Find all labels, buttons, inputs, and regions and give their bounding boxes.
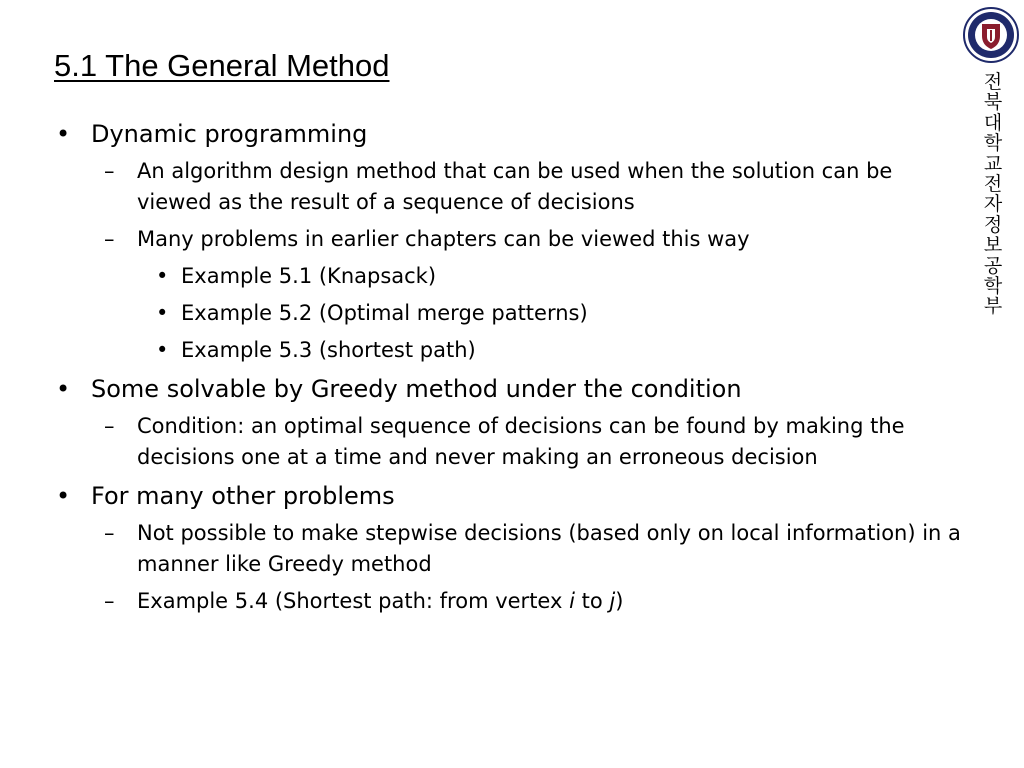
example-optimal-merge <box>56 298 966 329</box>
dash-marker: – <box>104 227 115 251</box>
sub-bullet-text-post: ) <box>615 589 624 613</box>
bullet-marker: • <box>56 120 71 148</box>
bullet-marker: • <box>56 375 71 403</box>
sub-bullet-text-pre: Example 5.4 (Shortest path: from vertex <box>137 589 570 613</box>
small-bullet-marker: • <box>156 338 169 362</box>
small-bullet-marker: • <box>156 264 169 288</box>
vertex-i: i <box>569 589 575 613</box>
vertex-j: j <box>609 589 616 613</box>
sub-bullet-text: Condition: an optimal sequence of decisions can be found by making the decisions one at a time and never making an erroneous decision <box>137 414 905 469</box>
example-text: Example 5.3 (shortest path) <box>181 338 476 362</box>
bullet-other-problems <box>56 479 966 513</box>
dash-marker: – <box>104 589 115 613</box>
small-bullet-marker: • <box>156 301 169 325</box>
seal-emblem-bar <box>990 30 992 41</box>
bullet-text: Dynamic programming <box>91 120 368 148</box>
example-text: Example 5.1 (Knapsack) <box>181 264 437 288</box>
sub-bullet-earlier-chapters <box>56 224 966 255</box>
sub-bullet-condition <box>56 411 966 473</box>
bullet-greedy-solvable <box>56 372 966 406</box>
bullet-text: For many other problems <box>91 482 395 510</box>
sub-bullet-stepwise <box>56 518 966 580</box>
university-seal-icon <box>963 7 1019 63</box>
slide-title: 5.1 The General Method <box>54 48 390 83</box>
slide-content <box>56 117 966 623</box>
sub-bullet-text: Many problems in earlier chapters can be viewed this way <box>137 227 750 251</box>
sub-bullet-example-5-4 <box>56 586 966 617</box>
department-label: 전북대학교 전자정보공학부 <box>983 71 1003 318</box>
sub-bullet-text: An algorithm design method that can be used when the solution can be viewed as the result of a sequence of decisions <box>137 159 893 214</box>
dash-marker: – <box>104 521 115 545</box>
example-knapsack <box>56 261 966 292</box>
sub-bullet-definition <box>56 156 966 218</box>
bullet-dynamic-programming <box>56 117 966 151</box>
example-text: Example 5.2 (Optimal merge patterns) <box>181 301 588 325</box>
bullet-marker: • <box>56 482 71 510</box>
bullet-text: Some solvable by Greedy method under the condition <box>91 375 742 403</box>
dash-marker: – <box>104 159 115 183</box>
sub-bullet-text-mid: to <box>574 589 610 613</box>
sub-bullet-text: Not possible to make stepwise decisions (based only on local information) in a manner like Greedy method <box>137 521 961 576</box>
dash-marker: – <box>104 414 115 438</box>
example-shortest-path <box>56 335 966 366</box>
